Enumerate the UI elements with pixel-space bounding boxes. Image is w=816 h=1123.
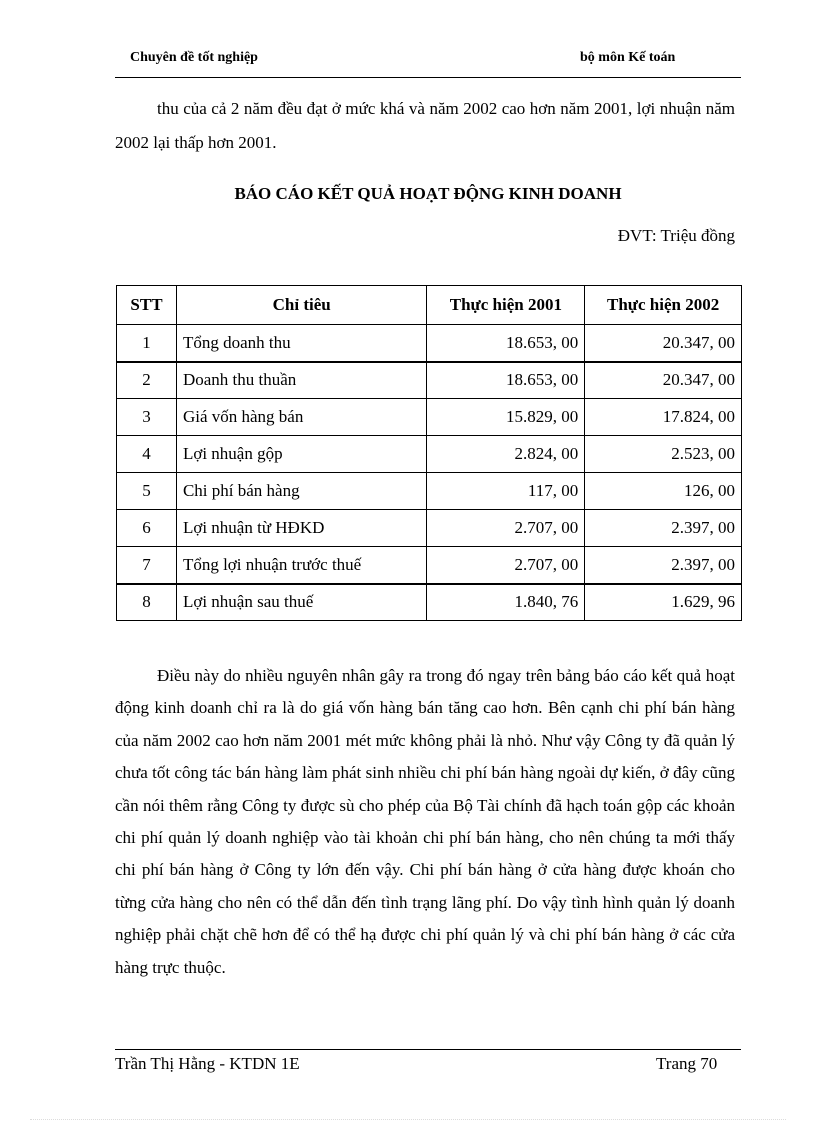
column-header-2002: Thực hiện 2002 <box>585 286 742 325</box>
cell-indicator: Lợi nhuận gộp <box>176 436 427 473</box>
cell-2002: 2.397, 00 <box>585 547 742 584</box>
column-header-indicator: Chỉ tiêu <box>176 286 427 325</box>
column-header-2001: Thực hiện 2001 <box>427 286 585 325</box>
cell-2002: 2.397, 00 <box>585 510 742 547</box>
cell-2002: 17.824, 00 <box>585 399 742 436</box>
cell-stt: 4 <box>117 436 177 473</box>
cell-2001: 18.653, 00 <box>427 325 585 362</box>
cell-indicator: Chi phí bán hàng <box>176 473 427 510</box>
report-title: BÁO CÁO KẾT QUẢ HOẠT ĐỘNG KINH DOANH <box>234 184 622 203</box>
header-right-title: bộ môn Kế toán <box>580 50 676 65</box>
cell-stt: 6 <box>117 510 177 547</box>
cell-2002: 126, 00 <box>585 473 742 510</box>
cell-stt: 3 <box>117 399 177 436</box>
column-header-stt: STT <box>117 286 177 325</box>
cell-indicator: Tổng doanh thu <box>176 325 427 362</box>
intro-paragraph: thu của cả 2 năm đều đạt ở mức khá và năm 2002 cao hơn năm 2001, lợi nhuận năm 2002 lại thấp hơn 2001. <box>115 99 735 152</box>
cell-2002: 20.347, 00 <box>585 362 742 399</box>
cell-stt: 8 <box>117 584 177 621</box>
cell-stt: 2 <box>117 362 177 399</box>
table-row <box>117 362 742 399</box>
cell-2001: 2.707, 00 <box>427 510 585 547</box>
footer-author: Trần Thị Hằng - KTDN 1E <box>115 1054 300 1073</box>
cell-indicator: Tổng lợi nhuận trước thuế <box>176 547 427 584</box>
report-table <box>116 285 742 621</box>
footer-divider <box>115 1049 741 1050</box>
cell-2002: 1.629, 96 <box>585 584 742 621</box>
cell-stt: 5 <box>117 473 177 510</box>
table-row <box>117 399 742 436</box>
cell-2002: 2.523, 00 <box>585 436 742 473</box>
analysis-paragraph: Điều này do nhiều nguyên nhân gây ra trong đó ngay trên bảng báo cáo kết quả hoạt động kinh doanh chỉ ra là do giá vốn hàng bán tăng cao hơn. Bên cạnh chi phí bán hàng của năm 2002 cao hơn năm 2001 mét mức không phải là nhỏ. Như vậy Công ty đã quản lý chưa tốt công tác bán hàng làm phát sinh nhiều chi phí bán hàng ngoài dự kiến, ở đây cũng cần nói thêm rằng Công ty được sù cho phép của Bộ Tài chính đã hạch toán gộp các khoản chi phí quản lý doanh nghiệp vào tài khoản chi phí bán hàng, cho nên chúng ta mới thấy chi phí bán hàng ở Công ty lớn đến vậy. Chi phí bán hàng ở cửa hàng được khoán cho từng cửa hàng cho nên có thể dẫn đến tình trạng lãng phí. Do vậy tình hình quản lý doanh nghiệp phải chặt chẽ hơn để có thể hạ được chi phí quản lý và chi phí bán hàng ở các cửa hàng trực thuộc. <box>115 666 735 977</box>
table-row <box>117 584 742 621</box>
table-header-row <box>117 286 742 325</box>
cell-indicator: Doanh thu thuần <box>176 362 427 399</box>
footer-page-number: Trang 70 <box>656 1054 718 1073</box>
report-unit: ĐVT: Triệu đồng <box>617 226 735 245</box>
cell-2001: 1.840, 76 <box>427 584 585 621</box>
cell-2001: 15.829, 00 <box>427 399 585 436</box>
cell-2001: 117, 00 <box>427 473 585 510</box>
table-row <box>117 436 742 473</box>
cell-2001: 2.824, 00 <box>427 436 585 473</box>
cell-indicator: Giá vốn hàng bán <box>176 399 427 436</box>
table-row <box>117 325 742 362</box>
cell-stt: 7 <box>117 547 177 584</box>
cell-indicator: Lợi nhuận sau thuế <box>176 584 427 621</box>
header-left-title: Chuyên đề tốt nghiệp <box>130 50 258 65</box>
cell-2001: 2.707, 00 <box>427 547 585 584</box>
cell-2001: 18.653, 00 <box>427 362 585 399</box>
header-divider <box>115 77 741 78</box>
cell-indicator: Lợi nhuận từ HĐKD <box>176 510 427 547</box>
cell-2002: 20.347, 00 <box>585 325 742 362</box>
cell-stt: 1 <box>117 325 177 362</box>
table-row <box>117 473 742 510</box>
table-row <box>117 547 742 584</box>
table-row <box>117 510 742 547</box>
page-bottom-edge <box>30 1119 786 1120</box>
